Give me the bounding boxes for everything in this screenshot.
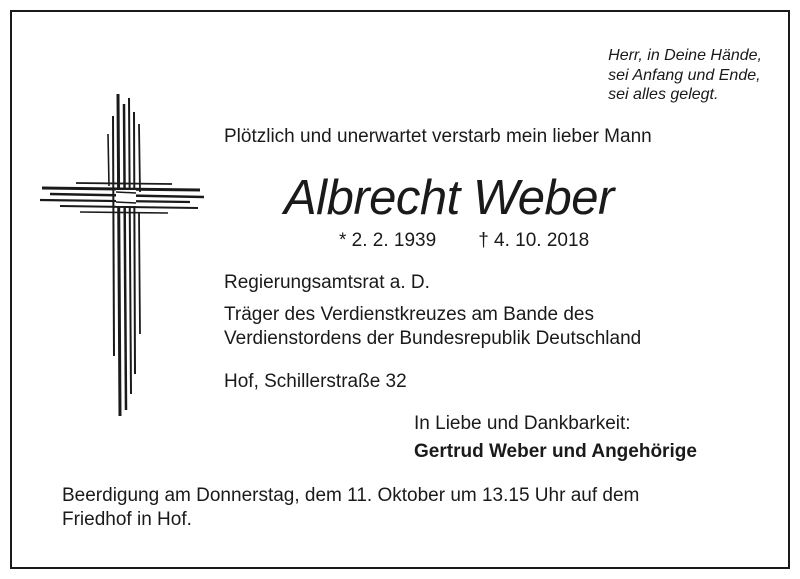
funeral-line: Beerdigung am Donnerstag, dem 11. Oktober um 13.15 Uhr auf dem bbox=[62, 485, 640, 506]
birth-date: * 2. 2. 1939 bbox=[339, 230, 437, 251]
honor-line: Träger des Verdienstkreuzes am Bande des bbox=[224, 304, 594, 325]
intro-text: Plötzlich und unerwartet verstarb mein lieber Mann bbox=[224, 126, 652, 147]
mourners: Gertrud Weber und Angehörige bbox=[414, 441, 697, 462]
life-dates bbox=[339, 230, 589, 252]
funeral-line: Friedhof in Hof. bbox=[62, 509, 192, 530]
verse-line: sei alles gelegt. bbox=[608, 86, 719, 103]
address: Hof, Schillerstraße 32 bbox=[224, 371, 407, 392]
verse-line: sei Anfang und Ende, bbox=[608, 66, 761, 84]
thanks-text: In Liebe und Dankbarkeit: bbox=[414, 413, 631, 434]
honor-text bbox=[224, 303, 641, 351]
honor-line: Verdienstordens der Bundesrepublik Deutschland bbox=[224, 328, 642, 349]
funeral-info bbox=[62, 484, 639, 532]
death-date: † 4. 10. 2018 bbox=[478, 230, 590, 251]
job-title: Regierungsamtsrat a. D. bbox=[224, 272, 430, 293]
bible-verse bbox=[608, 46, 762, 105]
deceased-name: Albrecht Weber bbox=[284, 171, 614, 225]
verse-line: Herr, in Deine Hände, bbox=[608, 47, 762, 64]
christian-cross-icon bbox=[40, 94, 204, 416]
